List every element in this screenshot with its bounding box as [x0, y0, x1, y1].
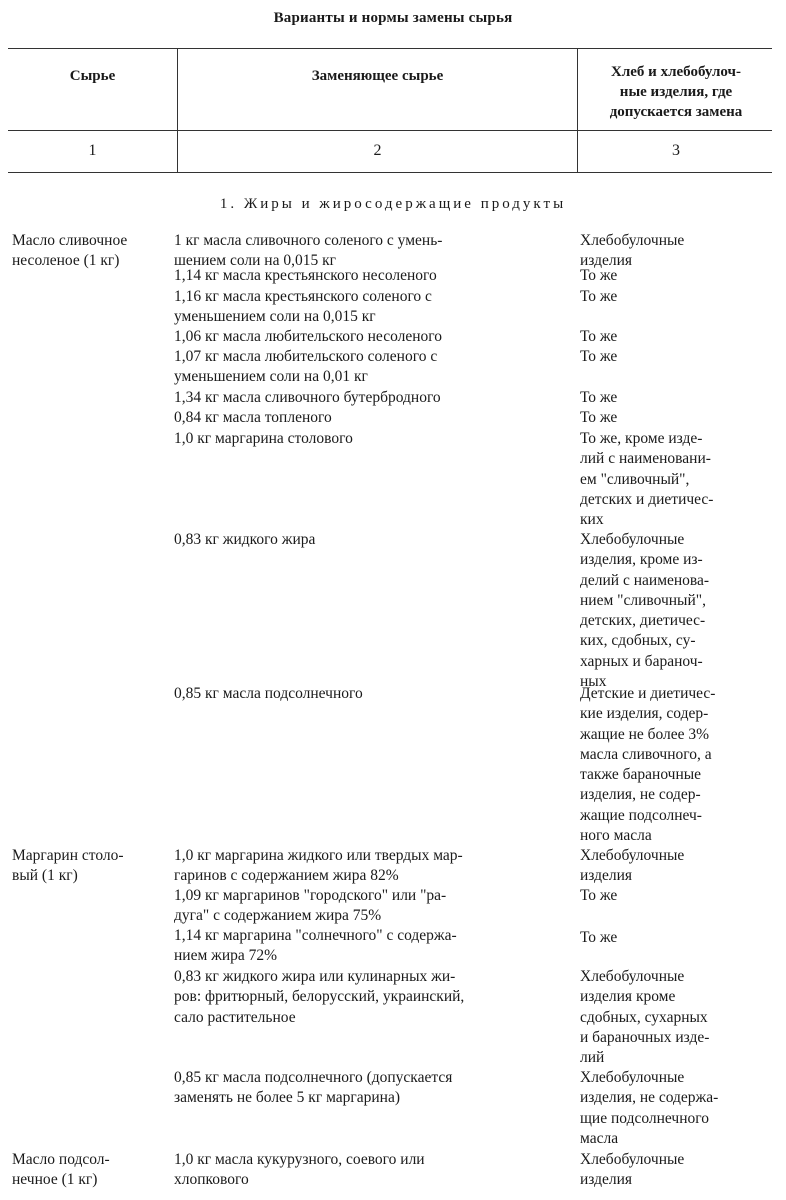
- usage-line: То же: [580, 929, 618, 946]
- substitute-entry: [174, 926, 457, 967]
- substitute-line: 1,14 кг масла крестьянского несоленого: [174, 267, 437, 284]
- substitute-line: 0,83 кг жидкого жира или кулинарных жи-: [174, 968, 456, 985]
- usage-line: также бараночные: [580, 766, 702, 784]
- usage-line: Хлебобулочные: [580, 1151, 685, 1168]
- usage-line: масла сливочного, а: [580, 745, 712, 763]
- usage-line: Хлебобулочные: [580, 968, 685, 985]
- raw-material-line: нечное (1 кг): [12, 1171, 98, 1189]
- raw-material-line: Маргарин столо-: [12, 847, 124, 864]
- usage-line: ких: [580, 511, 604, 529]
- usage-line: То же: [580, 288, 618, 305]
- substitute-entry: [174, 684, 363, 704]
- usage-entry: [580, 266, 617, 286]
- substitute-entry: [174, 1150, 425, 1191]
- substitute-line: гаринов с содержанием жира 82%: [174, 867, 399, 885]
- substitute-line: 0,83 кг жидкого жира: [174, 531, 316, 548]
- usage-line: Хлебобулочные: [580, 847, 685, 864]
- usage-entry: [580, 846, 684, 887]
- usage-line: Хлебобулочные: [580, 232, 685, 249]
- substitute-entry: [174, 347, 437, 388]
- header-col-products-line: допускается замена: [609, 104, 743, 120]
- raw-material-line: Масло сливочное: [12, 232, 128, 249]
- usage-line: сдобных, сухарных: [580, 1008, 708, 1026]
- usage-entry: [580, 327, 617, 347]
- substitute-line: хлопкового: [174, 1171, 249, 1189]
- section-heading: 1. Жиры и жиросодержащие продукты: [219, 196, 567, 212]
- usage-entry: [580, 408, 617, 428]
- header-mid-rule: [8, 130, 772, 131]
- usage-line: То же: [580, 409, 618, 426]
- usage-line: жащие не более 3%: [580, 725, 710, 743]
- column-number-2: 2: [373, 142, 382, 159]
- usage-line: детских и диетичес-: [580, 490, 714, 508]
- usage-line: изделия, кроме из-: [580, 551, 703, 569]
- header-col-products-line: Хлеб и хлебобулоч-: [611, 64, 741, 80]
- usage-line: лий с наименовани-: [580, 450, 711, 468]
- substitute-entry: [174, 327, 442, 347]
- header-divider-1: [177, 48, 178, 172]
- substitute-line: уменьшением соли на 0,015 кг: [174, 308, 376, 326]
- raw-material: [12, 1150, 110, 1191]
- substitute-entry: [174, 1068, 452, 1109]
- substitute-line: заменять не более 5 кг маргарина): [174, 1089, 401, 1107]
- substitute-line: 1,07 кг масла любительского соленого с: [174, 348, 438, 365]
- usage-line: Детские и диетичес-: [580, 685, 716, 702]
- usage-line: нием "сливочный",: [580, 591, 706, 609]
- usage-line: То же: [580, 267, 618, 284]
- usage-entry: [580, 530, 709, 692]
- usage-line: харных и бараноч-: [580, 652, 703, 670]
- usage-line: Хлебобулочные: [580, 1069, 685, 1086]
- substitute-line: 0,85 кг масла подсолнечного: [174, 685, 363, 702]
- usage-line: ного масла: [580, 827, 652, 845]
- column-number-1: 1: [88, 142, 97, 159]
- substitute-line: 1,34 кг масла сливочного бутербродного: [174, 389, 441, 406]
- usage-entry: [580, 1150, 684, 1191]
- substitute-line: нием жира 72%: [174, 947, 278, 965]
- header-top-rule: [8, 48, 772, 49]
- usage-entry: [580, 347, 617, 367]
- substitute-entry: [174, 886, 446, 927]
- usage-line: То же: [580, 389, 618, 406]
- usage-line: ем "сливочный",: [580, 470, 690, 488]
- usage-entry: [580, 886, 617, 906]
- substitute-line: 0,85 кг масла подсолнечного (допускается: [174, 1069, 453, 1086]
- usage-line: щие подсолнечного: [580, 1109, 709, 1127]
- header-divider-2: [577, 48, 578, 172]
- substitute-line: дуга" с содержанием жира 75%: [174, 907, 382, 925]
- header-bottom-rule: [8, 172, 772, 173]
- substitute-line: сало растительное: [174, 1008, 296, 1026]
- substitute-line: ров: фритюрный, белорусский, украинский,: [174, 988, 465, 1006]
- header-col-products-line: ные изделия, где: [619, 84, 733, 100]
- substitute-line: 1,0 кг маргарина столового: [174, 430, 353, 447]
- table-title: Варианты и нормы замены сырья: [273, 10, 513, 26]
- substitute-line: 1,09 кг маргаринов "городского" или "ра-: [174, 887, 447, 904]
- usage-line: лий: [580, 1049, 605, 1067]
- substitute-line: 0,84 кг масла топленого: [174, 409, 332, 426]
- usage-line: изделия: [580, 867, 633, 885]
- usage-line: То же: [580, 887, 618, 904]
- substitute-entry: [174, 429, 353, 449]
- usage-line: изделия кроме: [580, 988, 676, 1006]
- raw-material-line: несоленое (1 кг): [12, 252, 120, 270]
- usage-line: ких, сдобных, су-: [580, 632, 696, 650]
- usage-line: и бараночных изде-: [580, 1028, 710, 1046]
- substitute-line: 1,14 кг маргарина "солнечного" с содержа-: [174, 927, 457, 944]
- substitute-line: 1,0 кг масла кукурузного, соевого или: [174, 1151, 425, 1168]
- usage-entry: [580, 928, 617, 948]
- usage-line: жащие подсолнеч-: [580, 806, 702, 824]
- usage-entry: [580, 1068, 718, 1149]
- usage-line: детских, диетичес-: [580, 612, 706, 630]
- usage-line: То же: [580, 348, 618, 365]
- usage-entry: [580, 429, 713, 530]
- usage-line: изделия, не содер-: [580, 786, 701, 804]
- header-col-products: [580, 62, 772, 122]
- usage-entry: [580, 684, 715, 846]
- header-col-substitute: Заменяющее сырье: [311, 68, 444, 84]
- usage-line: масла: [580, 1129, 619, 1147]
- raw-material-line: Масло подсол-: [12, 1151, 110, 1168]
- usage-line: Хлебобулочные: [580, 531, 685, 548]
- usage-line: То же: [580, 328, 618, 345]
- substitute-entry: [174, 388, 441, 408]
- raw-material-line: вый (1 кг): [12, 867, 78, 885]
- substitute-line: шением соли на 0,015 кг: [174, 252, 336, 270]
- substitute-entry: [174, 530, 315, 550]
- usage-entry: [580, 287, 617, 307]
- usage-line: делий с наименова-: [580, 571, 710, 589]
- usage-line: То же, кроме изде-: [580, 430, 703, 447]
- usage-line: изделия: [580, 252, 633, 270]
- substitute-line: 1,06 кг масла любительского несоленого: [174, 328, 443, 345]
- substitute-entry: [174, 846, 463, 887]
- column-number-3: 3: [672, 142, 680, 159]
- usage-line: изделия, не содержа-: [580, 1089, 719, 1107]
- substitute-line: 1,0 кг маргарина жидкого или твердых мар-: [174, 847, 463, 864]
- substitute-entry: [174, 266, 437, 286]
- substitute-line: 1,16 кг масла крестьянского соленого с: [174, 288, 432, 305]
- substitute-line: 1 кг масла сливочного соленого с умень-: [174, 232, 443, 249]
- raw-material: [12, 846, 124, 887]
- raw-material: [12, 231, 127, 272]
- substitute-line: уменьшением соли на 0,01 кг: [174, 368, 368, 386]
- usage-entry: [580, 967, 709, 1068]
- usage-line: кие изделия, содер-: [580, 705, 709, 723]
- substitute-entry: [174, 287, 432, 328]
- substitute-entry: [174, 408, 332, 428]
- usage-entry: [580, 388, 617, 408]
- usage-line: ных: [580, 673, 607, 691]
- substitute-entry: [174, 967, 464, 1028]
- usage-line: изделия: [580, 1171, 633, 1189]
- header-col-raw: Сырье: [69, 68, 116, 84]
